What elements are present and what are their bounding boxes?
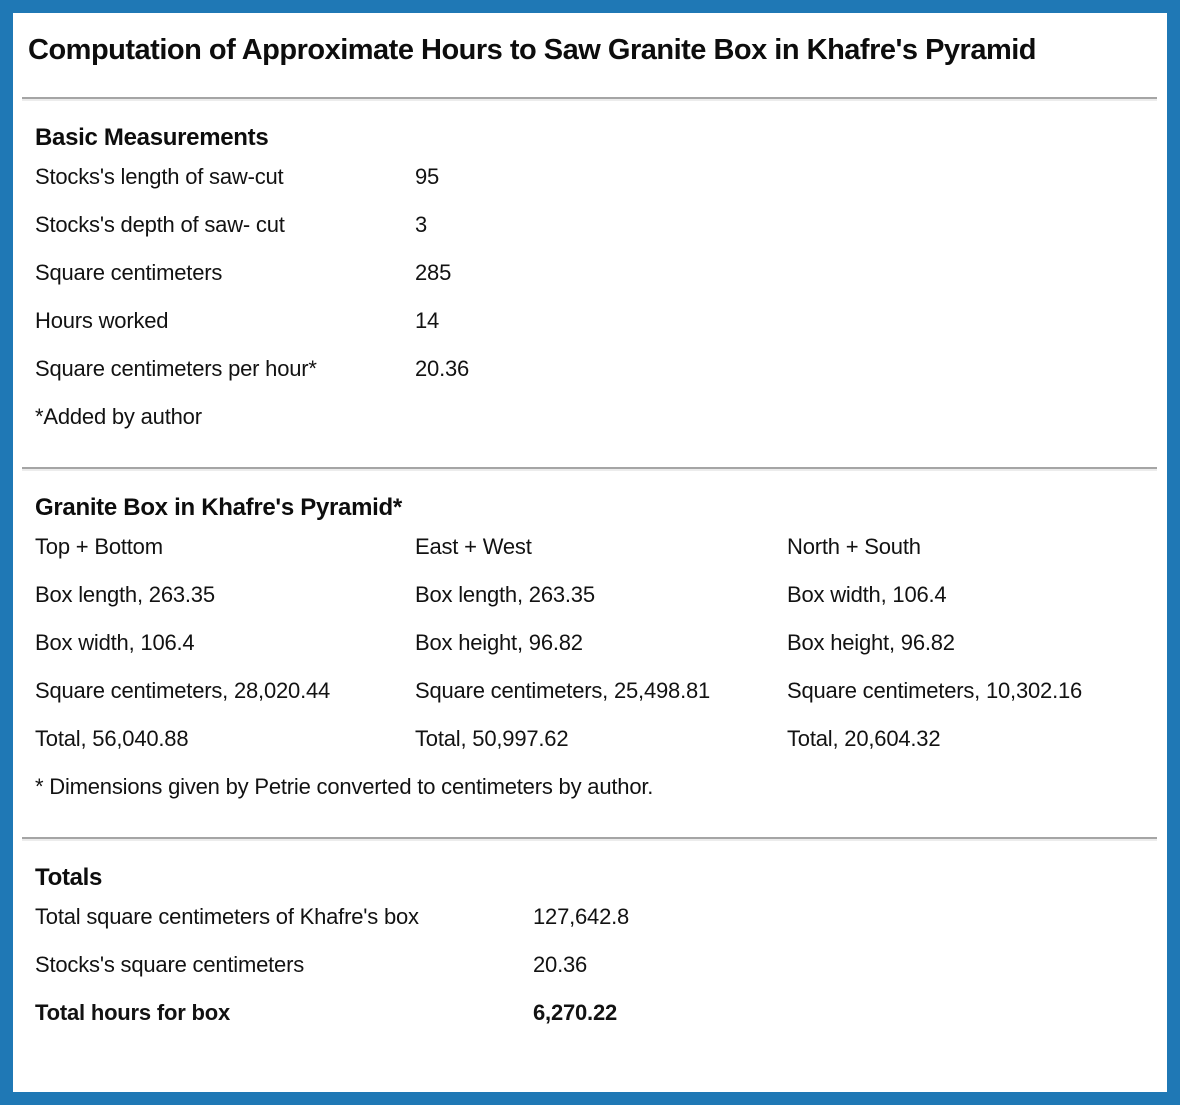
column-header-top-bottom: Top + Bottom — [35, 534, 163, 559]
table-row — [35, 619, 1157, 667]
row-label: Stocks's square centimeters — [35, 952, 305, 977]
row-label: Square centimeters per hour* — [35, 356, 317, 381]
cell: Total, 20,604.32 — [787, 726, 941, 751]
granite-column-headers — [35, 523, 1157, 571]
row-label: Total square centimeters of Khafre's box — [35, 904, 419, 929]
table-row — [35, 249, 1157, 297]
section-divider — [22, 467, 1157, 471]
row-label: Square centimeters — [35, 260, 223, 285]
row-value: 14 — [415, 308, 440, 333]
granite-footnote: * Dimensions given by Petrie converted to centimeters by author. — [35, 774, 654, 799]
section-totals — [35, 863, 1157, 1037]
cell: Box width, 106.4 — [787, 582, 947, 607]
column-header-north-south: North + South — [787, 534, 921, 559]
row-label: Stocks's length of saw-cut — [35, 164, 284, 189]
row-label: Total hours for box — [35, 1000, 231, 1025]
cell: Box width, 106.4 — [35, 630, 195, 655]
table-row — [35, 715, 1157, 763]
basic-measurements-heading: Basic Measurements — [35, 124, 269, 151]
table-row — [35, 893, 1157, 941]
table-row — [35, 667, 1157, 715]
table-row — [35, 153, 1157, 201]
section-divider — [22, 97, 1157, 101]
table-row — [35, 941, 1157, 989]
row-label: Stocks's depth of saw- cut — [35, 212, 285, 237]
column-header-east-west: East + West — [415, 534, 532, 559]
row-value: 3 — [415, 212, 428, 237]
table-row — [35, 345, 1157, 393]
basic-footnote: *Added by author — [35, 404, 202, 429]
section-basic-measurements — [35, 123, 1157, 441]
row-value: 20.36 — [533, 952, 588, 977]
cell: Total, 56,040.88 — [35, 726, 189, 751]
row-value: 6,270.22 — [533, 1000, 618, 1025]
section-granite-box — [35, 493, 1157, 811]
section-divider — [22, 837, 1157, 841]
table-row — [35, 571, 1157, 619]
row-value: 20.36 — [415, 356, 470, 381]
row-value: 127,642.8 — [533, 904, 630, 929]
cell: Total, 50,997.62 — [415, 726, 569, 751]
row-label: Hours worked — [35, 308, 169, 333]
cell: Box length, 263.35 — [35, 582, 215, 607]
totals-heading: Totals — [35, 864, 103, 891]
granite-box-heading: Granite Box in Khafre's Pyramid* — [35, 494, 402, 521]
cell: Square centimeters, 28,020.44 — [35, 678, 331, 703]
cell: Box length, 263.35 — [415, 582, 595, 607]
table-row — [35, 201, 1157, 249]
cell: Box height, 96.82 — [415, 630, 583, 655]
page-title: Computation of Approximate Hours to Saw Granite Box in Khafre's Pyramid — [28, 34, 1037, 66]
table-row — [35, 297, 1157, 345]
row-value: 285 — [415, 260, 452, 285]
cell: Square centimeters, 25,498.81 — [415, 678, 711, 703]
table-row-total-hours — [35, 989, 1157, 1037]
cell: Box height, 96.82 — [787, 630, 955, 655]
cell: Square centimeters, 10,302.16 — [787, 678, 1083, 703]
row-value: 95 — [415, 164, 440, 189]
